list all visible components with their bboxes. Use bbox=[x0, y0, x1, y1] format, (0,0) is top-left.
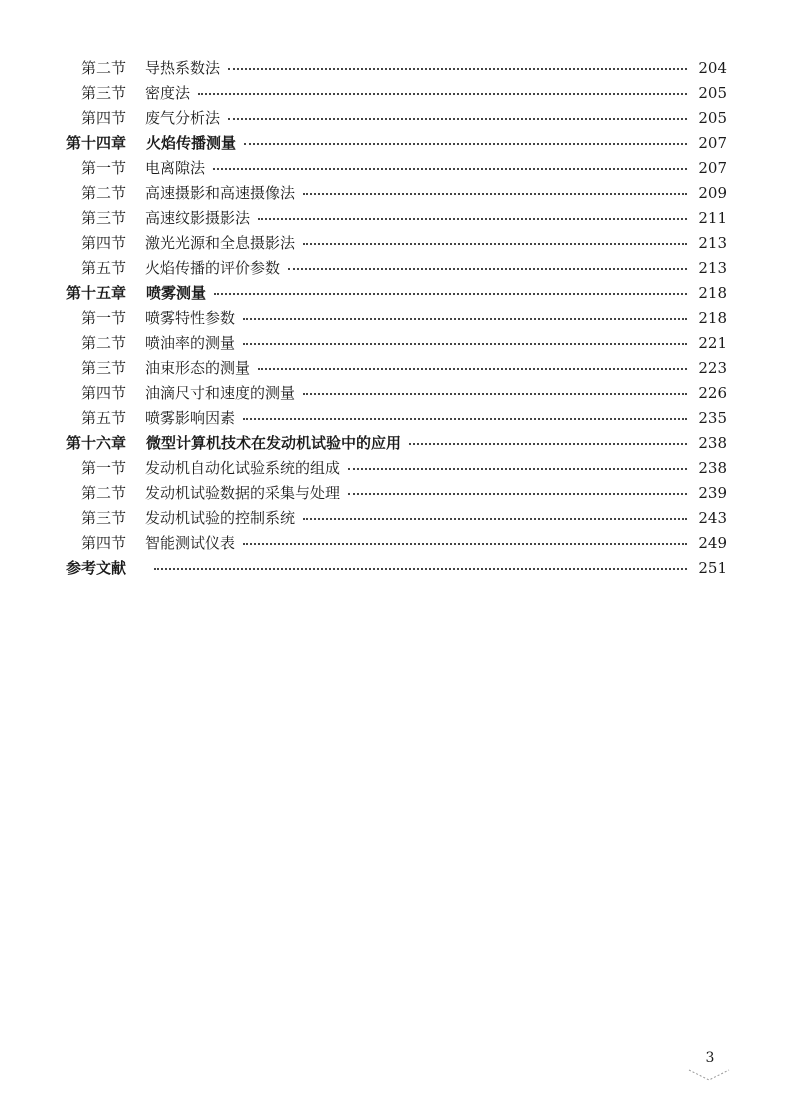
toc-entry-title: 油滴尺寸和速度的测量 bbox=[145, 384, 296, 402]
toc-section-row bbox=[66, 256, 727, 281]
toc-entry-number: 参考文献 bbox=[66, 559, 127, 577]
toc-entry-title: 微型计算机技术在发动机试验中的应用 bbox=[146, 434, 402, 452]
toc-entry-number: 第四节 bbox=[81, 234, 127, 252]
toc-section-row bbox=[66, 181, 727, 206]
toc-entry-title: 喷雾特性参数 bbox=[145, 309, 236, 327]
toc-entry-number: 第五节 bbox=[81, 409, 127, 427]
toc-entry-number: 第一节 bbox=[81, 459, 127, 477]
toc-chapter-row bbox=[66, 556, 727, 581]
toc-entry-page: 204 bbox=[698, 59, 727, 77]
toc-entry-number: 第十四章 bbox=[66, 134, 127, 152]
toc-entry-number: 第十五章 bbox=[66, 284, 127, 302]
toc-entry-page: 207 bbox=[698, 159, 727, 177]
toc-entry-page: 238 bbox=[698, 459, 727, 477]
page-ornament-icon bbox=[688, 1068, 730, 1082]
toc-section-row bbox=[66, 306, 727, 331]
dot-leader bbox=[303, 193, 687, 195]
toc-entry-page: 209 bbox=[698, 184, 727, 202]
dot-leader bbox=[348, 493, 687, 495]
toc-entry-page: 235 bbox=[698, 409, 727, 427]
page-number: 3 bbox=[705, 1050, 715, 1066]
dot-leader bbox=[303, 393, 687, 395]
toc-section-row bbox=[66, 406, 727, 431]
dot-leader bbox=[214, 293, 687, 295]
toc-entry-number: 第五节 bbox=[81, 259, 127, 277]
toc-entry-number: 第三节 bbox=[81, 509, 127, 527]
toc-entry-page: 218 bbox=[698, 284, 727, 302]
toc-entry-number: 第三节 bbox=[81, 209, 127, 227]
toc-entry-number: 第三节 bbox=[81, 359, 127, 377]
toc-entry-number: 第一节 bbox=[81, 159, 127, 177]
toc-section-row bbox=[66, 106, 727, 131]
toc-entry-page: 249 bbox=[698, 534, 727, 552]
dot-leader bbox=[228, 118, 687, 120]
dot-leader bbox=[303, 243, 687, 245]
toc-section-row bbox=[66, 331, 727, 356]
toc-entry-title: 导热系数法 bbox=[145, 59, 221, 77]
toc-chapter-row bbox=[66, 431, 727, 456]
toc-entry-title: 激光光源和全息摄影法 bbox=[145, 234, 296, 252]
dot-leader bbox=[154, 568, 687, 570]
toc-entry-number: 第二节 bbox=[81, 184, 127, 202]
dot-leader bbox=[213, 168, 687, 170]
toc-entry-number: 第二节 bbox=[81, 334, 127, 352]
toc-entry-title: 高速纹影摄影法 bbox=[145, 209, 251, 227]
dot-leader bbox=[348, 468, 687, 470]
toc-entry-page: 223 bbox=[698, 359, 727, 377]
toc-section-row bbox=[66, 381, 727, 406]
toc-section-row bbox=[66, 156, 727, 181]
toc-chapter-row bbox=[66, 131, 727, 156]
toc-entry-title: 喷油率的测量 bbox=[145, 334, 236, 352]
toc-entry-number: 第四节 bbox=[81, 109, 127, 127]
dot-leader bbox=[288, 268, 687, 270]
toc-entry-page: 226 bbox=[698, 384, 727, 402]
toc-entry-page: 238 bbox=[698, 434, 727, 452]
toc-entry-title: 密度法 bbox=[145, 84, 191, 102]
toc-entry-page: 213 bbox=[698, 234, 727, 252]
toc-entry-title: 电离隙法 bbox=[145, 159, 206, 177]
toc-entry-page: 205 bbox=[698, 109, 727, 127]
toc-section-row bbox=[66, 231, 727, 256]
toc-entry-title: 喷雾影响因素 bbox=[145, 409, 236, 427]
dot-leader bbox=[243, 543, 687, 545]
toc-entry-number: 第二节 bbox=[81, 484, 127, 502]
dot-leader bbox=[244, 143, 687, 145]
dot-leader bbox=[409, 443, 687, 445]
toc-entry-number: 第四节 bbox=[81, 384, 127, 402]
toc-entry-page: 211 bbox=[698, 209, 727, 227]
toc-entry-title: 发动机自动化试验系统的组成 bbox=[145, 459, 341, 477]
toc-entry-page: 251 bbox=[698, 559, 727, 577]
toc-section-row bbox=[66, 481, 727, 506]
toc-entry-title: 发动机试验数据的采集与处理 bbox=[145, 484, 341, 502]
toc-section-row bbox=[66, 56, 727, 81]
toc-entry-page: 218 bbox=[698, 309, 727, 327]
toc-entry-title: 喷雾测量 bbox=[146, 284, 207, 302]
dot-leader bbox=[258, 368, 687, 370]
toc-entry-page: 239 bbox=[698, 484, 727, 502]
table-of-contents bbox=[66, 56, 727, 581]
dot-leader bbox=[243, 418, 687, 420]
toc-section-row bbox=[66, 531, 727, 556]
toc-entry-page: 207 bbox=[698, 134, 727, 152]
toc-entry-title: 发动机试验的控制系统 bbox=[145, 509, 296, 527]
toc-chapter-row bbox=[66, 281, 727, 306]
toc-entry-number: 第四节 bbox=[81, 534, 127, 552]
toc-section-row bbox=[66, 81, 727, 106]
toc-section-row bbox=[66, 506, 727, 531]
toc-section-row bbox=[66, 356, 727, 381]
toc-entry-title: 废气分析法 bbox=[145, 109, 221, 127]
toc-section-row bbox=[66, 206, 727, 231]
toc-entry-title: 火焰传播的评价参数 bbox=[145, 259, 281, 277]
toc-entry-page: 213 bbox=[698, 259, 727, 277]
dot-leader bbox=[243, 318, 687, 320]
toc-entry-page: 243 bbox=[698, 509, 727, 527]
toc-entry-number: 第二节 bbox=[81, 59, 127, 77]
dot-leader bbox=[198, 93, 687, 95]
toc-entry-number: 第十六章 bbox=[66, 434, 127, 452]
dot-leader bbox=[228, 68, 687, 70]
toc-section-row bbox=[66, 456, 727, 481]
toc-entry-page: 221 bbox=[698, 334, 727, 352]
toc-entry-title: 高速摄影和高速摄像法 bbox=[145, 184, 296, 202]
toc-entry-number: 第三节 bbox=[81, 84, 127, 102]
toc-entry-title: 油束形态的测量 bbox=[145, 359, 251, 377]
dot-leader bbox=[303, 518, 687, 520]
dot-leader bbox=[243, 343, 687, 345]
toc-entry-page: 205 bbox=[698, 84, 727, 102]
toc-entry-number: 第一节 bbox=[81, 309, 127, 327]
toc-entry-title: 智能测试仪表 bbox=[145, 534, 236, 552]
toc-entry-title: 火焰传播测量 bbox=[146, 134, 237, 152]
dot-leader bbox=[258, 218, 687, 220]
